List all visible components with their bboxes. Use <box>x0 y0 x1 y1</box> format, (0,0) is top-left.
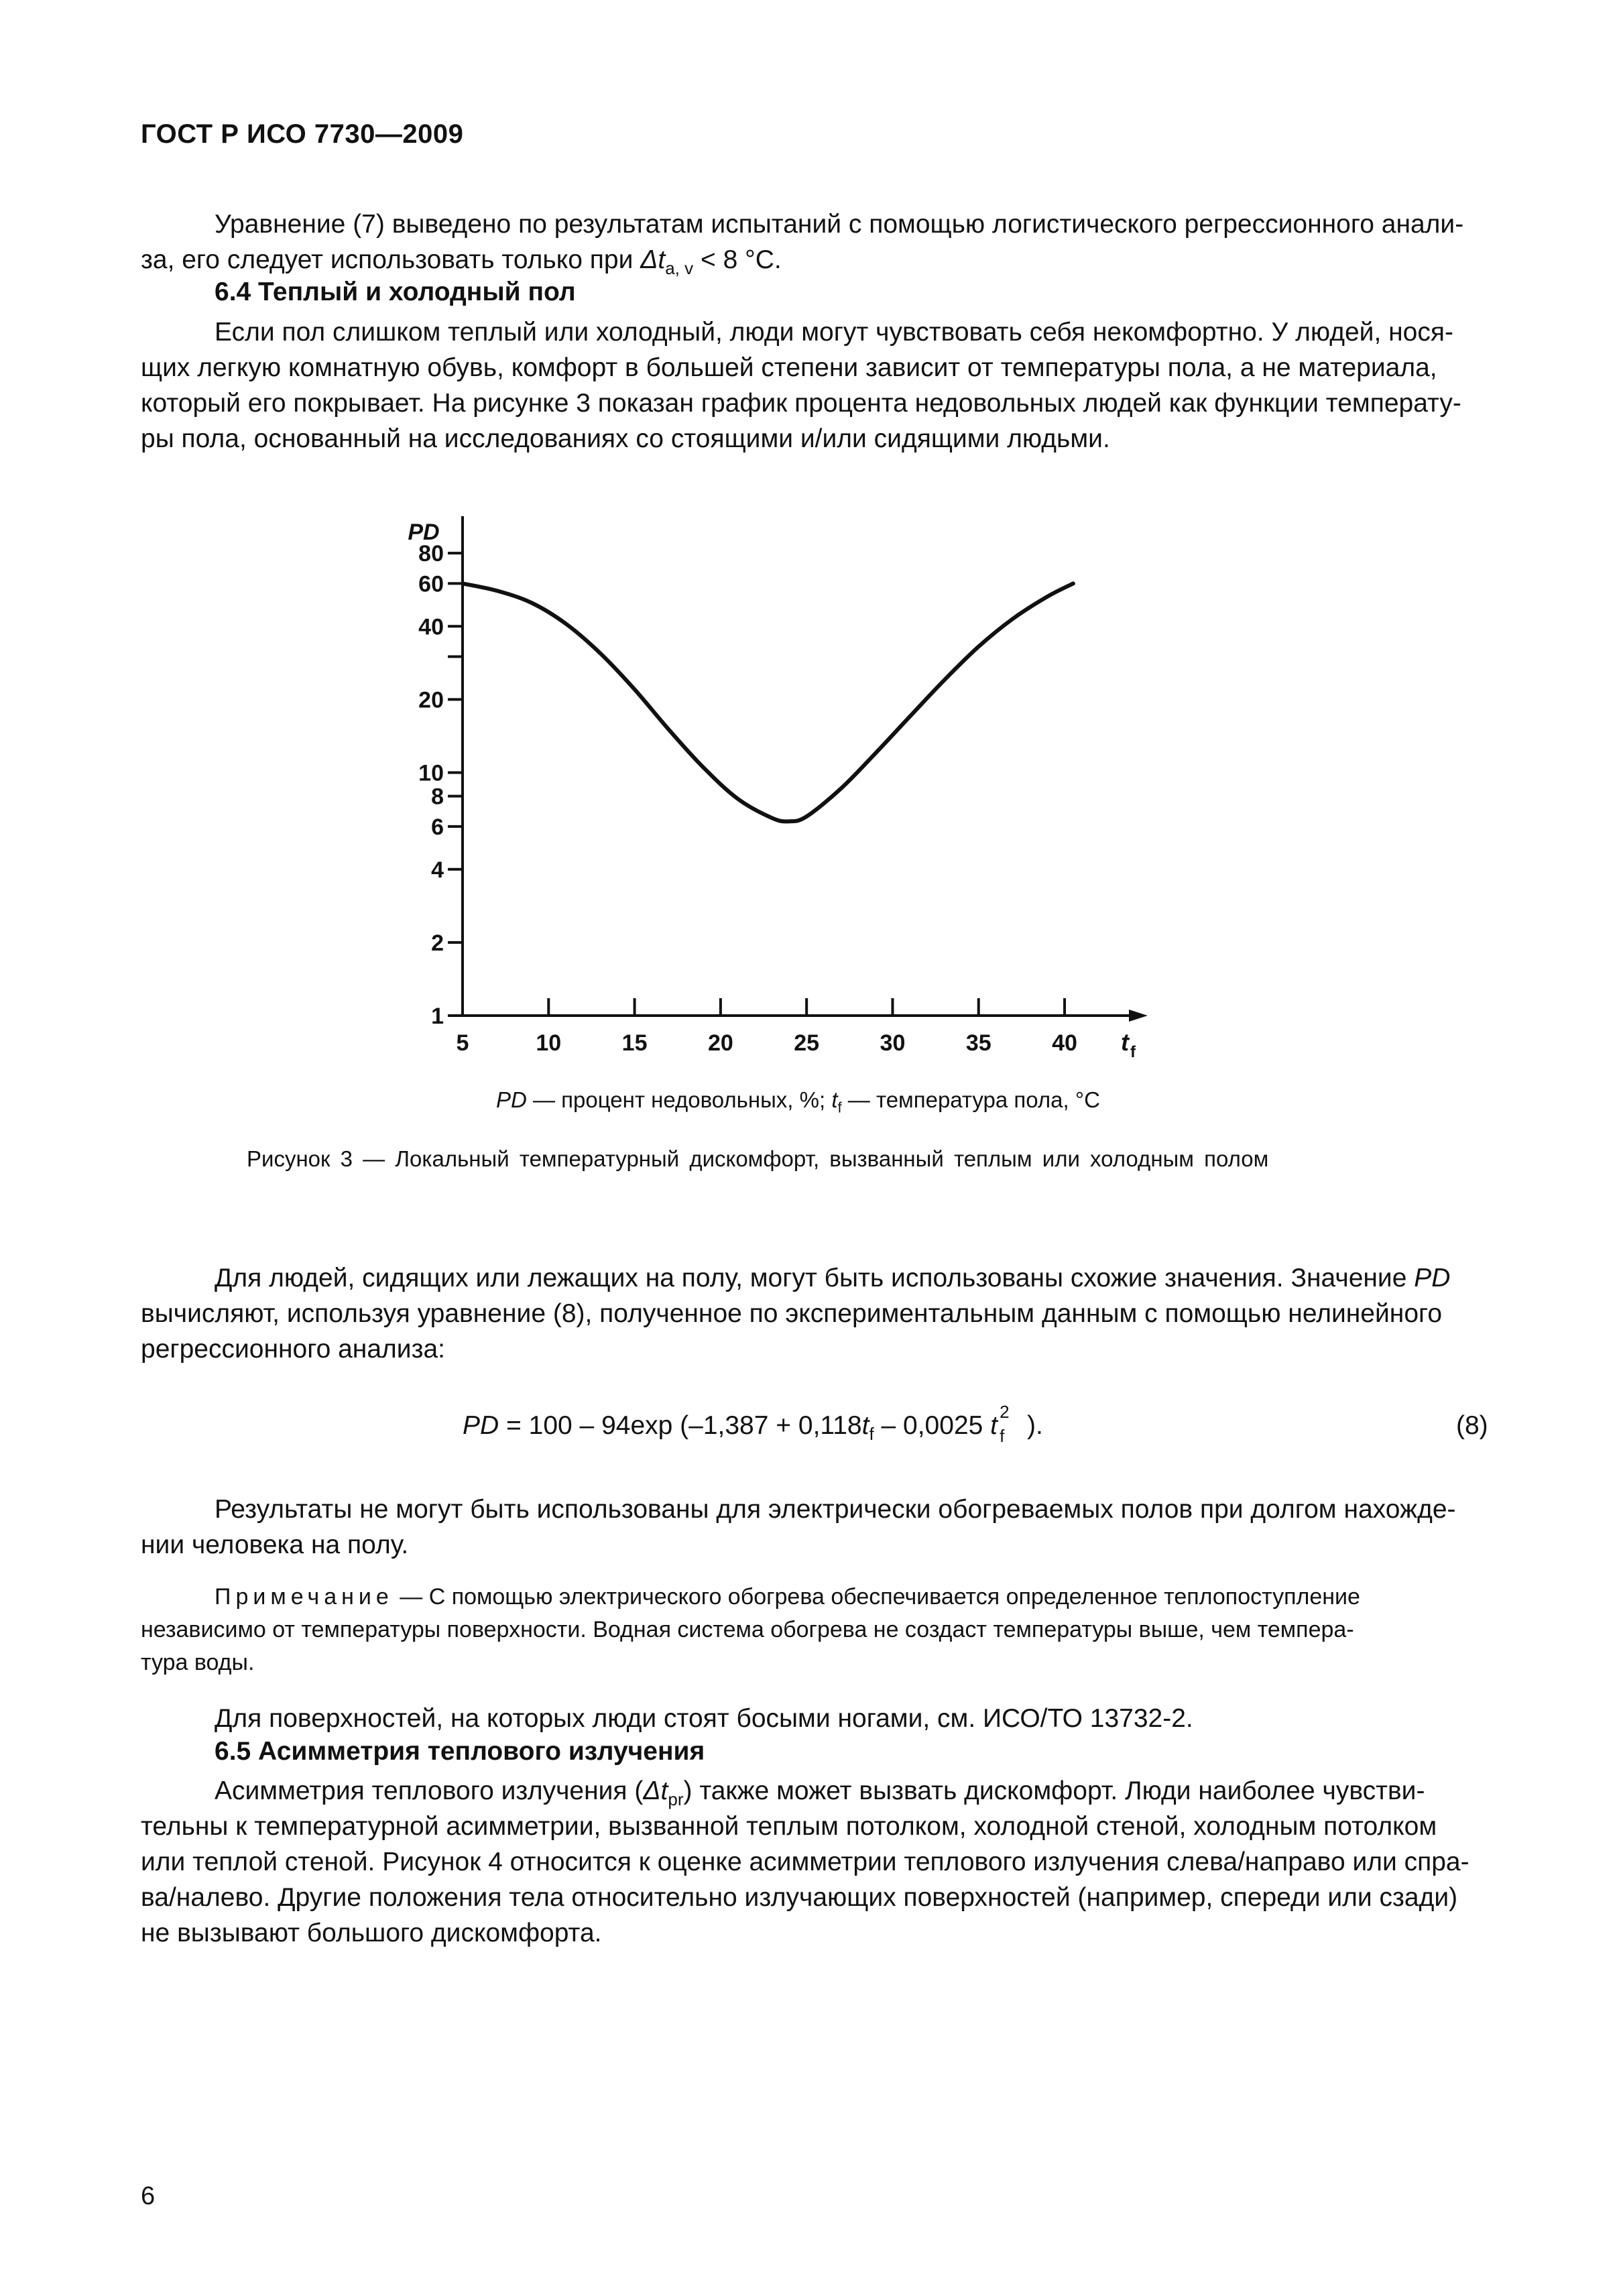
y-tick-label: 4 <box>431 857 444 883</box>
y-tick-label: 60 <box>418 571 444 597</box>
x-tick-label: 25 <box>794 1030 820 1056</box>
x-axis-label: t <box>1121 1028 1129 1056</box>
y-tick-label: 8 <box>431 784 444 810</box>
section-6-5-line-3: или теплой стеной. Рисунок 4 относится к оценке асимметрии теплового излучения слева/направо или спра- <box>141 1848 1469 1876</box>
x-tick-label: 30 <box>880 1030 906 1056</box>
formula-8: PD = 100 – 94exp ($-1,387 + 0,118t_f - 0,0025$ t 2 f ). <box>463 1402 1043 1446</box>
y-tick-label: 10 <box>418 760 444 786</box>
note-line-1: Примечание — С помощью электрического обогрева обеспечивается определенное теплопоступление <box>215 1584 1360 1610</box>
after-figure-line-1: Для людей, сидящих или лежащих на полу, могут быть использованы схожие значения. Значение PD <box>215 1264 1451 1292</box>
intro-line-2: за, его следует использовать только при $\Delta t_{a, v} < 8$ °C. <box>141 245 782 278</box>
barefoot-reference: Для поверхностей, на которых люди стоят босыми ногами, см. ИСО/ТО 13732-2. <box>215 1704 1193 1733</box>
x-tick-label: 10 <box>536 1030 562 1056</box>
chart-axes <box>463 516 1148 1022</box>
section-6-4-line-1: Если пол слишком теплый или холодный, люди могут чувствовать себя некомфортно. У людей, нося- <box>215 318 1453 347</box>
x-axis-arrow <box>1129 1010 1148 1022</box>
figure-3-caption: Рисунок 3 — Локальный температурный дискомфорт, вызванный теплым или холодным полом <box>247 1146 1269 1171</box>
y-tick-label: 20 <box>418 687 444 713</box>
figure-3-chart <box>375 509 1180 1079</box>
section-heading-6-4: 6.4 Теплый и холодный пол <box>215 278 576 306</box>
y-axis-label: PD <box>408 520 440 545</box>
y-tick-label: 1 <box>431 1004 444 1029</box>
section-6-5-line-1: Асимметрия теплового излучения $(\Delta t_{pr})$ также может вызвать дискомфорт. Люди наиболее чувстви- <box>215 1776 1425 1809</box>
results-line-2: нии человека на полу. <box>141 1530 409 1559</box>
section-heading-6-5: 6.5 Асимметрия теплового излучения <box>215 1737 705 1766</box>
x-tick-label: 35 <box>965 1030 991 1056</box>
x-axis-label-subscript: f <box>1130 1043 1136 1061</box>
section-6-5-line-4: ва/налево. Другие положения тела относительно излучающих поверхностей (например, спереди или сзади) <box>141 1883 1458 1912</box>
formula-8-number: (8) <box>1456 1411 1488 1440</box>
x-tick-label: 20 <box>707 1030 733 1056</box>
section-6-4-line-2: щих легкую комнатную обувь, комфорт в большей степени зависит от температуры пола, а не материала, <box>141 353 1437 382</box>
after-figure-line-2: вычисляют, используя уравнение (8), полученное по экспериментальным данным с помощью нелинейного <box>141 1299 1443 1328</box>
x-axis-ticks <box>457 998 1077 1056</box>
figure-3-legend: PD — процент недовольных, %; $t_f$ — температура пола, °C <box>496 1087 1100 1116</box>
y-tick-label: 80 <box>418 541 444 567</box>
after-figure-line-3: регрессионного анализа: <box>141 1335 445 1364</box>
intro-line-1: Уравнение (7) выведено по результатам испытаний с помощью логистического регрессионного анали- <box>215 210 1464 239</box>
y-tick-label: 6 <box>431 814 444 840</box>
section-6-4-line-3: который его покрывает. На рисунке 3 показан график процента недовольных людей как функции температу- <box>141 389 1461 418</box>
y-tick-label: 40 <box>418 614 444 640</box>
section-6-5-line-2: тельны к температурной асимметрии, вызванной теплым потолком, холодной стеной, холодным потолком <box>141 1812 1437 1841</box>
results-line-1: Результаты не могут быть использованы для электрически обогреваемых полов при долгом нахожде- <box>215 1495 1456 1524</box>
x-tick-label: 40 <box>1052 1030 1077 1056</box>
y-tick-label: 2 <box>431 930 444 956</box>
y-axis-ticks <box>418 541 463 1029</box>
note-line-2: независимо от температуры поверхности. Водная система обогрева не создаст температуры выше, чем темпера- <box>141 1617 1354 1642</box>
x-tick-label: 5 <box>456 1030 469 1056</box>
x-tick-label: 15 <box>621 1030 648 1056</box>
section-6-4-line-4: ры пола, основанный на исследованиях со стоящими и/или сидящими людьми. <box>141 424 1110 453</box>
note-line-3: тура воды. <box>141 1650 255 1675</box>
section-6-5-line-5: не вызывают большого дискомфорта. <box>141 1919 602 1947</box>
pd-curve <box>463 583 1073 821</box>
page-number: 6 <box>141 2182 156 2210</box>
document-header: ГОСТ Р ИСО 7730—2009 <box>141 119 464 149</box>
